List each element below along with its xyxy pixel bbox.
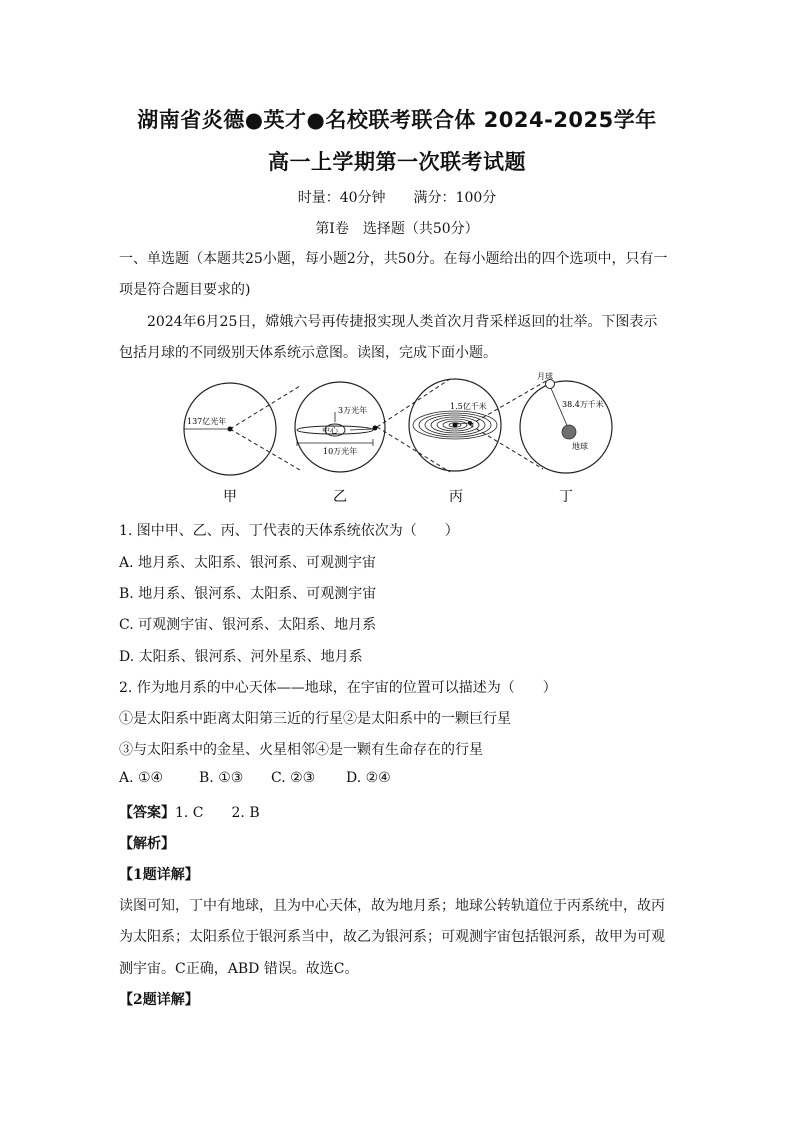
q1-analysis-line2: 为太阳系；太阳系位于银河系当中，故乙为银河系；可观测宇宙包括银河系，故甲为可观 <box>119 929 665 945</box>
yi-thickness-label: 3万光年 <box>338 406 368 415</box>
answer-text: 1. C 2. B <box>175 805 260 821</box>
q2-option-d: D. ②④ <box>346 770 391 786</box>
label-ding: 丁 <box>559 489 573 505</box>
celestial-systems-figure <box>170 367 640 507</box>
yi-center-label: 中心 <box>322 426 338 435</box>
label-jia: 甲 <box>223 489 237 505</box>
q1-option-a: A. 地月系、太阳系、银河系、可观测宇宙 <box>119 555 377 571</box>
passage-line1: 2024年6月25日，嫦娥六号再传捷报实现人类首次月背采样返回的壮举。下图表示 <box>147 314 658 330</box>
q1-analysis-line3: 测宇宙。C正确，ABD 错误。故选C。 <box>119 961 359 977</box>
yi-diameter-label: 10万光年 <box>323 447 358 456</box>
analysis-label: 【解析】 <box>119 836 175 852</box>
ding-distance-label: 38.4万千米 <box>562 400 604 409</box>
q2-option-a: A. ①④ <box>119 770 164 786</box>
passage-line2: 包括月球的不同级别天体系统示意图。读图，完成下面小题。 <box>119 345 497 361</box>
q2-option-b: B. ①③ <box>199 770 244 786</box>
label-yi: 乙 <box>333 489 347 505</box>
q2-options <box>119 770 391 786</box>
time-score-info: 时量：40分钟 满分：100分 <box>297 190 497 206</box>
connector-line <box>230 429 300 470</box>
yi-sun-dot <box>373 426 378 431</box>
section-heading: 第Ⅰ卷 选择题（共50分） <box>315 221 479 237</box>
answer-label: 【答案】 <box>119 805 175 821</box>
sun-dot <box>453 423 458 428</box>
q2-statement2: ③与太阳系中的金星、火星相邻④是一颗有生命存在的行星 <box>119 742 483 758</box>
exam-title-line1: 湖南省炎德●英才●名校联考联合体 2024-2025学年 <box>137 108 657 132</box>
jia-center-dot <box>228 427 233 432</box>
label-bing: 丙 <box>449 489 463 505</box>
ding-moon-label: 月球 <box>537 372 553 381</box>
earth-icon <box>562 425 576 439</box>
connector-line <box>377 379 450 427</box>
yi-center-pointer <box>350 429 373 430</box>
answer-line <box>119 802 260 822</box>
ding-earth-label: 地球 <box>572 442 588 451</box>
q1-analysis-label: 【1题详解】 <box>119 867 199 883</box>
q2-statement1: ①是太阳系中距离太阳第三近的行星②是太阳系中的一颗巨行星 <box>119 711 511 727</box>
q1-option-c: C. 可观测宇宙、银河系、太阳系、地月系 <box>119 617 377 633</box>
jia-radius-label: 137亿光年 <box>187 417 227 426</box>
q2-analysis-label: 【2题详解】 <box>119 992 199 1008</box>
q2-stem: 2. 作为地月系的中心天体——地球，在宇宙的位置可以描述为（ ） <box>119 680 557 696</box>
instructions-line1: 一、单选题（本题共25小题，每小题2分，共50分。在每小题给出的四个选项中，只有一 <box>119 251 668 267</box>
q1-stem: 1. 图中甲、乙、丙、丁代表的天体系统依次为（ ） <box>119 523 459 539</box>
instructions-line2: 项是符合题目要求的) <box>119 282 251 298</box>
connector-line <box>230 386 300 429</box>
exam-title-line2: 高一上学期第一次联考试题 <box>268 150 526 174</box>
q1-option-d: D. 太阳系、银河系、河外星系、地月系 <box>119 649 363 665</box>
q2-option-c: C. ②③ <box>271 770 316 786</box>
q1-option-b: B. 地月系、银河系、太阳系、可观测宇宙 <box>119 586 377 602</box>
bing-distance-label: 1.5亿千米 <box>450 402 487 411</box>
q1-analysis-line1: 读图可知，丁中有地球，且为中心天体，故为地月系；地球公转轨道位于丙系统中，故丙 <box>119 898 665 914</box>
